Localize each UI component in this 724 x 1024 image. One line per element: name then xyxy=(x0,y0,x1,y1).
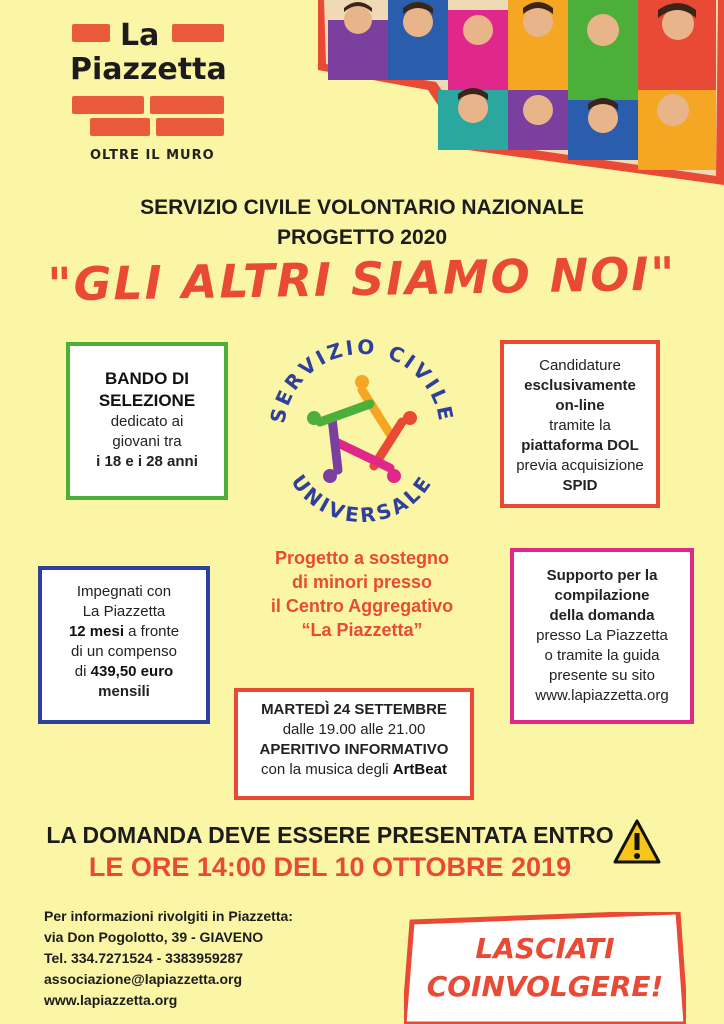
progetto-line: di minori presso xyxy=(291,572,433,592)
evento-title: APERITIVO INFORMATIVO xyxy=(259,741,449,758)
logo-brick xyxy=(72,96,144,114)
candidature-line: piattaforma DOL xyxy=(521,437,639,454)
bando-age: i 18 e i 28 anni xyxy=(96,453,198,470)
logo-subtitle: OLTRE IL MURO xyxy=(90,148,215,163)
impegnati-months: 12 mesi xyxy=(68,623,124,640)
supporto-line: della domanda xyxy=(549,607,655,624)
contacts-address: via Don Pogolotto, 39 - GIAVENO xyxy=(44,929,264,945)
impegnati-box xyxy=(38,566,210,724)
contacts-website[interactable]: www.lapiazzetta.org xyxy=(44,992,178,1008)
logo xyxy=(60,18,240,168)
bando-title1: BANDO DI xyxy=(104,369,190,388)
evento-time: dalle 19.00 alle 21.00 xyxy=(282,721,426,738)
warning-icon xyxy=(612,818,662,866)
candidature-line: previa acquisizione xyxy=(516,457,644,474)
header-line2: PROGETTO 2020 xyxy=(276,226,447,249)
bando-line: giovani tra xyxy=(112,433,182,450)
logo-line2: Piazzetta xyxy=(70,52,227,87)
impegnati-line: La Piazzetta xyxy=(82,603,166,620)
bando-box xyxy=(66,342,228,500)
progetto-line: il Centro Aggregativo xyxy=(270,596,454,616)
emblem-top-text: SERVIZIO CIVILE xyxy=(265,334,459,426)
cta-line2: COINVOLGERE! xyxy=(426,970,664,1003)
servizio-civile-emblem xyxy=(262,322,462,522)
evento-line: con la musica degli xyxy=(261,761,393,778)
impegnati-line: Impegnati con xyxy=(76,583,172,600)
supporto-line: presso La Piazzetta xyxy=(536,627,668,644)
candidature-line: esclusivamente xyxy=(524,377,636,394)
impegnati-line: di xyxy=(74,663,91,680)
logo-brick xyxy=(150,96,224,114)
candidature-box xyxy=(500,340,660,508)
candidature-line: SPID xyxy=(562,477,598,494)
bando-line: dedicato ai xyxy=(110,413,184,430)
header-line1: SERVIZIO CIVILE VOLONTARIO NAZIONALE xyxy=(140,196,584,219)
candidature-line: Candidature xyxy=(539,357,621,374)
bando-title2: SELEZIONE xyxy=(98,391,196,410)
supporto-line: presente su sito xyxy=(549,667,655,684)
supporto-line: Supporto per la xyxy=(546,567,658,584)
supporto-website: www.lapiazzetta.org xyxy=(535,687,669,704)
crowd-illustration xyxy=(318,0,724,185)
impegnati-line: a fronte xyxy=(124,623,180,640)
deadline-line1: LA DOMANDA DEVE ESSERE PRESENTATA ENTRO xyxy=(46,822,614,848)
impegnati-amount: 439,50 euro xyxy=(90,663,174,680)
contacts-intro: Per informazioni rivolgiti in Piazzetta: xyxy=(44,908,293,924)
cta-line1: LASCIATI xyxy=(475,932,615,965)
supporto-line: compilazione xyxy=(554,587,650,604)
candidature-line: tramite la xyxy=(549,417,611,434)
candidature-line: on-line xyxy=(555,397,605,414)
progetto-line: Progetto a sostegno xyxy=(274,548,449,568)
main-title: "GLI ALTRI SIAMO NOI" xyxy=(47,246,677,312)
supporto-line: o tramite la guida xyxy=(544,647,660,664)
progetto-line: “La Piazzetta” xyxy=(301,620,423,640)
logo-brick xyxy=(90,118,150,136)
contacts-phone: Tel. 334.7271524 - 3383959287 xyxy=(44,950,244,966)
emblem-bottom-text: UNIVERSALE xyxy=(286,469,438,522)
impegnati-line: di un compenso xyxy=(71,643,177,660)
deadline-line2: LE ORE 14:00 DEL 10 OTTOBRE 2019 xyxy=(88,852,572,882)
evento-date: MARTEDÌ 24 SETTEMBRE xyxy=(261,701,447,718)
evento-band: ArtBeat xyxy=(392,761,447,778)
progetto-text xyxy=(232,546,492,642)
impegnati-line: mensili xyxy=(98,683,150,700)
contacts-email[interactable]: associazione@lapiazzetta.org xyxy=(44,971,243,987)
cta-box xyxy=(404,912,686,1024)
supporto-box xyxy=(510,548,694,724)
logo-brick xyxy=(172,24,224,42)
svg-text:UNIVERSALE xyxy=(287,470,438,522)
logo-brick xyxy=(72,24,110,42)
logo-brick xyxy=(156,118,224,136)
contacts xyxy=(44,906,374,1011)
evento-box xyxy=(234,688,474,800)
logo-line1: La xyxy=(120,18,160,53)
